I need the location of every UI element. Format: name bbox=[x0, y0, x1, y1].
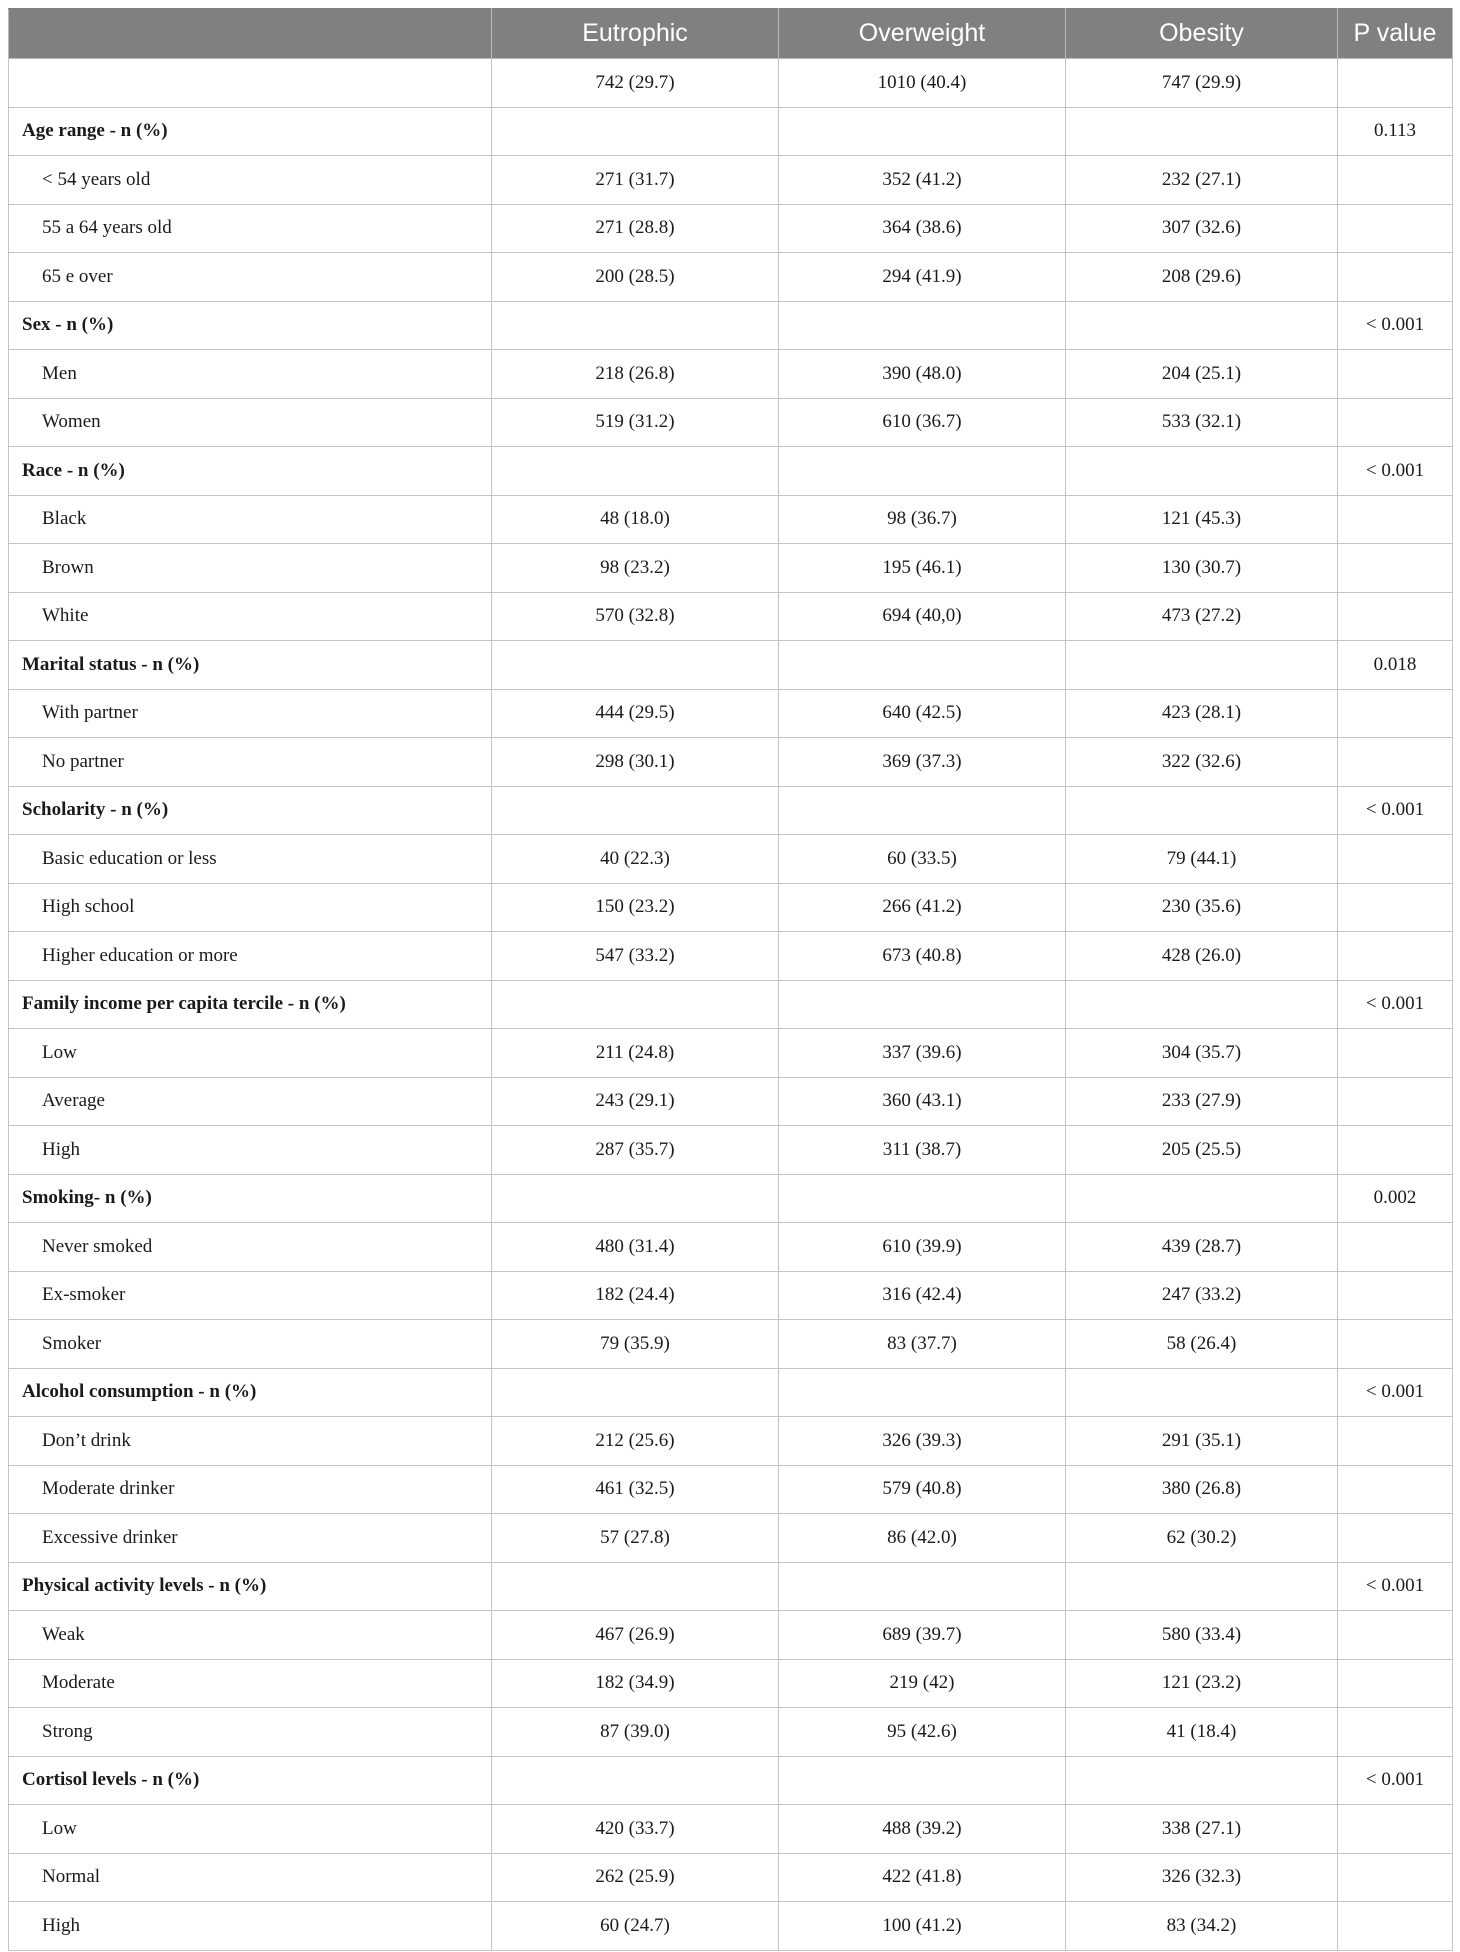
cell-p-value bbox=[1338, 350, 1453, 399]
cell-obesity: 41 (18.4) bbox=[1066, 1708, 1338, 1757]
cell-eutrophic: 60 (24.7) bbox=[492, 1902, 779, 1951]
category-label: Physical activity levels - n (%) bbox=[9, 1562, 492, 1611]
header-p-value: P value bbox=[1338, 9, 1453, 59]
cell-obesity: 62 (30.2) bbox=[1066, 1514, 1338, 1563]
cell-overweight: 195 (46.1) bbox=[779, 544, 1066, 593]
category-label: Race - n (%) bbox=[9, 447, 492, 496]
cell-overweight: 100 (41.2) bbox=[779, 1902, 1066, 1951]
cell-overweight: 60 (33.5) bbox=[779, 835, 1066, 884]
cell-overweight bbox=[779, 447, 1066, 496]
table-row bbox=[9, 156, 1453, 205]
cell-obesity bbox=[1066, 786, 1338, 835]
category-label: Marital status - n (%) bbox=[9, 641, 492, 690]
category-row bbox=[9, 786, 1453, 835]
cell-overweight: 219 (42) bbox=[779, 1659, 1066, 1708]
cell-eutrophic: 211 (24.8) bbox=[492, 1029, 779, 1078]
cell-p-value bbox=[1338, 883, 1453, 932]
row-label: 55 a 64 years old bbox=[9, 204, 492, 253]
cell-overweight bbox=[779, 786, 1066, 835]
cell-overweight bbox=[779, 1562, 1066, 1611]
table-row bbox=[9, 883, 1453, 932]
cell-eutrophic: 57 (27.8) bbox=[492, 1514, 779, 1563]
category-label: Smoking- n (%) bbox=[9, 1174, 492, 1223]
cell-overweight: 694 (40,0) bbox=[779, 592, 1066, 641]
cell-overweight: 610 (39.9) bbox=[779, 1223, 1066, 1272]
cell-obesity bbox=[1066, 1174, 1338, 1223]
table-row bbox=[9, 689, 1453, 738]
header-row bbox=[9, 9, 1453, 59]
row-label: Never smoked bbox=[9, 1223, 492, 1272]
table-row bbox=[9, 738, 1453, 787]
table-row bbox=[9, 835, 1453, 884]
cell-overweight bbox=[779, 980, 1066, 1029]
cell-obesity: 423 (28.1) bbox=[1066, 689, 1338, 738]
cell-p-value bbox=[1338, 544, 1453, 593]
table-header bbox=[9, 9, 1453, 59]
cell-eutrophic: 519 (31.2) bbox=[492, 398, 779, 447]
cell-eutrophic bbox=[492, 107, 779, 156]
cell-p-value bbox=[1338, 1320, 1453, 1369]
category-row bbox=[9, 107, 1453, 156]
table-row bbox=[9, 544, 1453, 593]
cell-obesity: 307 (32.6) bbox=[1066, 204, 1338, 253]
category-row bbox=[9, 1174, 1453, 1223]
results-table bbox=[8, 8, 1453, 1951]
cell-p-value bbox=[1338, 932, 1453, 981]
cell-p-value bbox=[1338, 1417, 1453, 1466]
cell-overweight: 98 (36.7) bbox=[779, 495, 1066, 544]
header-overweight: Overweight bbox=[779, 9, 1066, 59]
cell-obesity: 533 (32.1) bbox=[1066, 398, 1338, 447]
row-label: High school bbox=[9, 883, 492, 932]
cell-eutrophic: 98 (23.2) bbox=[492, 544, 779, 593]
cell-obesity: 208 (29.6) bbox=[1066, 253, 1338, 302]
cell-overweight: 488 (39.2) bbox=[779, 1805, 1066, 1854]
cell-overweight bbox=[779, 641, 1066, 690]
cell-p-value: < 0.001 bbox=[1338, 1368, 1453, 1417]
cell-obesity: 233 (27.9) bbox=[1066, 1077, 1338, 1126]
row-label: Low bbox=[9, 1029, 492, 1078]
category-row bbox=[9, 1368, 1453, 1417]
cell-eutrophic: 480 (31.4) bbox=[492, 1223, 779, 1272]
row-label: Weak bbox=[9, 1611, 492, 1660]
cell-eutrophic bbox=[492, 786, 779, 835]
row-label: Basic education or less bbox=[9, 835, 492, 884]
cell-obesity bbox=[1066, 641, 1338, 690]
cell-obesity: 232 (27.1) bbox=[1066, 156, 1338, 205]
row-label: White bbox=[9, 592, 492, 641]
category-row bbox=[9, 641, 1453, 690]
cell-eutrophic: 444 (29.5) bbox=[492, 689, 779, 738]
cell-obesity: 230 (35.6) bbox=[1066, 883, 1338, 932]
cell-eutrophic: 271 (28.8) bbox=[492, 204, 779, 253]
category-label: Cortisol levels - n (%) bbox=[9, 1756, 492, 1805]
cell-p-value bbox=[1338, 156, 1453, 205]
cell-obesity: 439 (28.7) bbox=[1066, 1223, 1338, 1272]
cell-overweight: 294 (41.9) bbox=[779, 253, 1066, 302]
row-label: Average bbox=[9, 1077, 492, 1126]
cell-obesity: 304 (35.7) bbox=[1066, 1029, 1338, 1078]
cell-p-value bbox=[1338, 1659, 1453, 1708]
table-row bbox=[9, 1126, 1453, 1175]
cell-eutrophic: 182 (24.4) bbox=[492, 1271, 779, 1320]
table-row bbox=[9, 1271, 1453, 1320]
cell-eutrophic: 40 (22.3) bbox=[492, 835, 779, 884]
table-row bbox=[9, 1611, 1453, 1660]
cell-obesity: 338 (27.1) bbox=[1066, 1805, 1338, 1854]
table-row bbox=[9, 1029, 1453, 1078]
cell-overweight: 326 (39.3) bbox=[779, 1417, 1066, 1466]
row-label: < 54 years old bbox=[9, 156, 492, 205]
table-row bbox=[9, 398, 1453, 447]
cell-eutrophic bbox=[492, 1174, 779, 1223]
cell-overweight bbox=[779, 107, 1066, 156]
cell-obesity bbox=[1066, 447, 1338, 496]
cell-p-value: 0.113 bbox=[1338, 107, 1453, 156]
cell-eutrophic: 262 (25.9) bbox=[492, 1853, 779, 1902]
table-row bbox=[9, 1077, 1453, 1126]
cell-obesity: 204 (25.1) bbox=[1066, 350, 1338, 399]
cell-p-value bbox=[1338, 1805, 1453, 1854]
cell-obesity: 205 (25.5) bbox=[1066, 1126, 1338, 1175]
category-label: Alcohol consumption - n (%) bbox=[9, 1368, 492, 1417]
cell-overweight bbox=[779, 1756, 1066, 1805]
row-label: Smoker bbox=[9, 1320, 492, 1369]
cell-overweight: 83 (37.7) bbox=[779, 1320, 1066, 1369]
cell-eutrophic bbox=[492, 1562, 779, 1611]
cell-eutrophic bbox=[492, 980, 779, 1029]
cell-p-value bbox=[1338, 59, 1453, 108]
results-table-container bbox=[8, 8, 1452, 1951]
cell-p-value: < 0.001 bbox=[1338, 980, 1453, 1029]
cell-p-value bbox=[1338, 1029, 1453, 1078]
header-obesity: Obesity bbox=[1066, 9, 1338, 59]
cell-obesity: 747 (29.9) bbox=[1066, 59, 1338, 108]
cell-obesity: 380 (26.8) bbox=[1066, 1465, 1338, 1514]
cell-overweight: 1010 (40.4) bbox=[779, 59, 1066, 108]
cell-overweight bbox=[779, 1174, 1066, 1223]
cell-eutrophic: 298 (30.1) bbox=[492, 738, 779, 787]
table-row bbox=[9, 1514, 1453, 1563]
cell-p-value: < 0.001 bbox=[1338, 786, 1453, 835]
row-label: Brown bbox=[9, 544, 492, 593]
cell-obesity: 291 (35.1) bbox=[1066, 1417, 1338, 1466]
category-row bbox=[9, 1756, 1453, 1805]
cell-obesity: 580 (33.4) bbox=[1066, 1611, 1338, 1660]
cell-overweight: 86 (42.0) bbox=[779, 1514, 1066, 1563]
category-label: Family income per capita tercile - n (%) bbox=[9, 980, 492, 1029]
row-label: Ex-smoker bbox=[9, 1271, 492, 1320]
cell-p-value bbox=[1338, 1223, 1453, 1272]
cell-p-value bbox=[1338, 1077, 1453, 1126]
category-row bbox=[9, 301, 1453, 350]
cell-eutrophic: 467 (26.9) bbox=[492, 1611, 779, 1660]
cell-overweight: 689 (39.7) bbox=[779, 1611, 1066, 1660]
table-row bbox=[9, 1853, 1453, 1902]
cell-eutrophic: 271 (31.7) bbox=[492, 156, 779, 205]
cell-obesity bbox=[1066, 301, 1338, 350]
table-row bbox=[9, 1223, 1453, 1272]
cell-obesity: 247 (33.2) bbox=[1066, 1271, 1338, 1320]
cell-obesity: 326 (32.3) bbox=[1066, 1853, 1338, 1902]
cell-obesity bbox=[1066, 1756, 1338, 1805]
cell-eutrophic bbox=[492, 1368, 779, 1417]
cell-eutrophic: 461 (32.5) bbox=[492, 1465, 779, 1514]
cell-overweight: 352 (41.2) bbox=[779, 156, 1066, 205]
cell-overweight: 369 (37.3) bbox=[779, 738, 1066, 787]
cell-p-value bbox=[1338, 1708, 1453, 1757]
category-label: Age range - n (%) bbox=[9, 107, 492, 156]
cell-overweight: 95 (42.6) bbox=[779, 1708, 1066, 1757]
cell-obesity: 58 (26.4) bbox=[1066, 1320, 1338, 1369]
cell-overweight: 673 (40.8) bbox=[779, 932, 1066, 981]
row-label bbox=[9, 59, 492, 108]
cell-p-value bbox=[1338, 1902, 1453, 1951]
row-label: Excessive drinker bbox=[9, 1514, 492, 1563]
table-row bbox=[9, 1659, 1453, 1708]
row-label: Black bbox=[9, 495, 492, 544]
row-label: Women bbox=[9, 398, 492, 447]
table-row bbox=[9, 1417, 1453, 1466]
cell-p-value bbox=[1338, 689, 1453, 738]
cell-obesity bbox=[1066, 107, 1338, 156]
cell-eutrophic: 547 (33.2) bbox=[492, 932, 779, 981]
cell-eutrophic: 742 (29.7) bbox=[492, 59, 779, 108]
table-row bbox=[9, 495, 1453, 544]
row-label: Strong bbox=[9, 1708, 492, 1757]
cell-eutrophic bbox=[492, 641, 779, 690]
cell-overweight: 640 (42.5) bbox=[779, 689, 1066, 738]
row-label: Moderate bbox=[9, 1659, 492, 1708]
cell-eutrophic: 182 (34.9) bbox=[492, 1659, 779, 1708]
cell-eutrophic: 87 (39.0) bbox=[492, 1708, 779, 1757]
cell-obesity bbox=[1066, 980, 1338, 1029]
row-label: Moderate drinker bbox=[9, 1465, 492, 1514]
cell-overweight: 422 (41.8) bbox=[779, 1853, 1066, 1902]
cell-eutrophic bbox=[492, 447, 779, 496]
cell-obesity: 83 (34.2) bbox=[1066, 1902, 1338, 1951]
cell-eutrophic bbox=[492, 301, 779, 350]
table-row bbox=[9, 253, 1453, 302]
cell-overweight: 579 (40.8) bbox=[779, 1465, 1066, 1514]
table-body bbox=[9, 59, 1453, 1951]
total-row bbox=[9, 59, 1453, 108]
table-row bbox=[9, 1805, 1453, 1854]
cell-eutrophic bbox=[492, 1756, 779, 1805]
category-row bbox=[9, 1562, 1453, 1611]
cell-p-value: 0.018 bbox=[1338, 641, 1453, 690]
table-row bbox=[9, 592, 1453, 641]
cell-p-value bbox=[1338, 592, 1453, 641]
cell-obesity: 121 (23.2) bbox=[1066, 1659, 1338, 1708]
cell-eutrophic: 420 (33.7) bbox=[492, 1805, 779, 1854]
cell-obesity: 473 (27.2) bbox=[1066, 592, 1338, 641]
cell-p-value bbox=[1338, 1514, 1453, 1563]
row-label: Normal bbox=[9, 1853, 492, 1902]
table-row bbox=[9, 204, 1453, 253]
cell-overweight: 266 (41.2) bbox=[779, 883, 1066, 932]
cell-eutrophic: 212 (25.6) bbox=[492, 1417, 779, 1466]
table-row bbox=[9, 1320, 1453, 1369]
row-label: No partner bbox=[9, 738, 492, 787]
cell-p-value bbox=[1338, 253, 1453, 302]
table-row bbox=[9, 1465, 1453, 1514]
cell-obesity: 130 (30.7) bbox=[1066, 544, 1338, 593]
cell-overweight: 360 (43.1) bbox=[779, 1077, 1066, 1126]
row-label: With partner bbox=[9, 689, 492, 738]
cell-overweight: 337 (39.6) bbox=[779, 1029, 1066, 1078]
row-label: Don’t drink bbox=[9, 1417, 492, 1466]
cell-overweight bbox=[779, 301, 1066, 350]
row-label: Low bbox=[9, 1805, 492, 1854]
cell-eutrophic: 570 (32.8) bbox=[492, 592, 779, 641]
cell-p-value bbox=[1338, 835, 1453, 884]
header-blank bbox=[9, 9, 492, 59]
cell-p-value: < 0.001 bbox=[1338, 1562, 1453, 1611]
cell-p-value: < 0.001 bbox=[1338, 1756, 1453, 1805]
cell-p-value bbox=[1338, 738, 1453, 787]
header-eutrophic: Eutrophic bbox=[492, 9, 779, 59]
row-label: Men bbox=[9, 350, 492, 399]
category-row bbox=[9, 980, 1453, 1029]
cell-eutrophic: 218 (26.8) bbox=[492, 350, 779, 399]
cell-eutrophic: 79 (35.9) bbox=[492, 1320, 779, 1369]
cell-eutrophic: 287 (35.7) bbox=[492, 1126, 779, 1175]
cell-eutrophic: 200 (28.5) bbox=[492, 253, 779, 302]
cell-overweight: 311 (38.7) bbox=[779, 1126, 1066, 1175]
category-label: Sex - n (%) bbox=[9, 301, 492, 350]
cell-overweight: 364 (38.6) bbox=[779, 204, 1066, 253]
cell-overweight: 390 (48.0) bbox=[779, 350, 1066, 399]
cell-p-value: < 0.001 bbox=[1338, 301, 1453, 350]
cell-p-value bbox=[1338, 204, 1453, 253]
cell-p-value bbox=[1338, 495, 1453, 544]
row-label: High bbox=[9, 1126, 492, 1175]
cell-obesity: 79 (44.1) bbox=[1066, 835, 1338, 884]
table-row bbox=[9, 1902, 1453, 1951]
category-label: Scholarity - n (%) bbox=[9, 786, 492, 835]
cell-p-value bbox=[1338, 1465, 1453, 1514]
cell-eutrophic: 150 (23.2) bbox=[492, 883, 779, 932]
cell-obesity bbox=[1066, 1562, 1338, 1611]
cell-eutrophic: 243 (29.1) bbox=[492, 1077, 779, 1126]
cell-overweight: 610 (36.7) bbox=[779, 398, 1066, 447]
cell-p-value: 0.002 bbox=[1338, 1174, 1453, 1223]
cell-obesity: 428 (26.0) bbox=[1066, 932, 1338, 981]
cell-eutrophic: 48 (18.0) bbox=[492, 495, 779, 544]
table-row bbox=[9, 1708, 1453, 1757]
cell-p-value bbox=[1338, 1853, 1453, 1902]
cell-p-value bbox=[1338, 398, 1453, 447]
cell-p-value bbox=[1338, 1611, 1453, 1660]
row-label: Higher education or more bbox=[9, 932, 492, 981]
cell-p-value: < 0.001 bbox=[1338, 447, 1453, 496]
cell-overweight: 316 (42.4) bbox=[779, 1271, 1066, 1320]
cell-obesity: 322 (32.6) bbox=[1066, 738, 1338, 787]
row-label: High bbox=[9, 1902, 492, 1951]
table-row bbox=[9, 350, 1453, 399]
cell-obesity bbox=[1066, 1368, 1338, 1417]
cell-p-value bbox=[1338, 1126, 1453, 1175]
cell-overweight bbox=[779, 1368, 1066, 1417]
cell-p-value bbox=[1338, 1271, 1453, 1320]
table-row bbox=[9, 932, 1453, 981]
cell-obesity: 121 (45.3) bbox=[1066, 495, 1338, 544]
category-row bbox=[9, 447, 1453, 496]
row-label: 65 e over bbox=[9, 253, 492, 302]
